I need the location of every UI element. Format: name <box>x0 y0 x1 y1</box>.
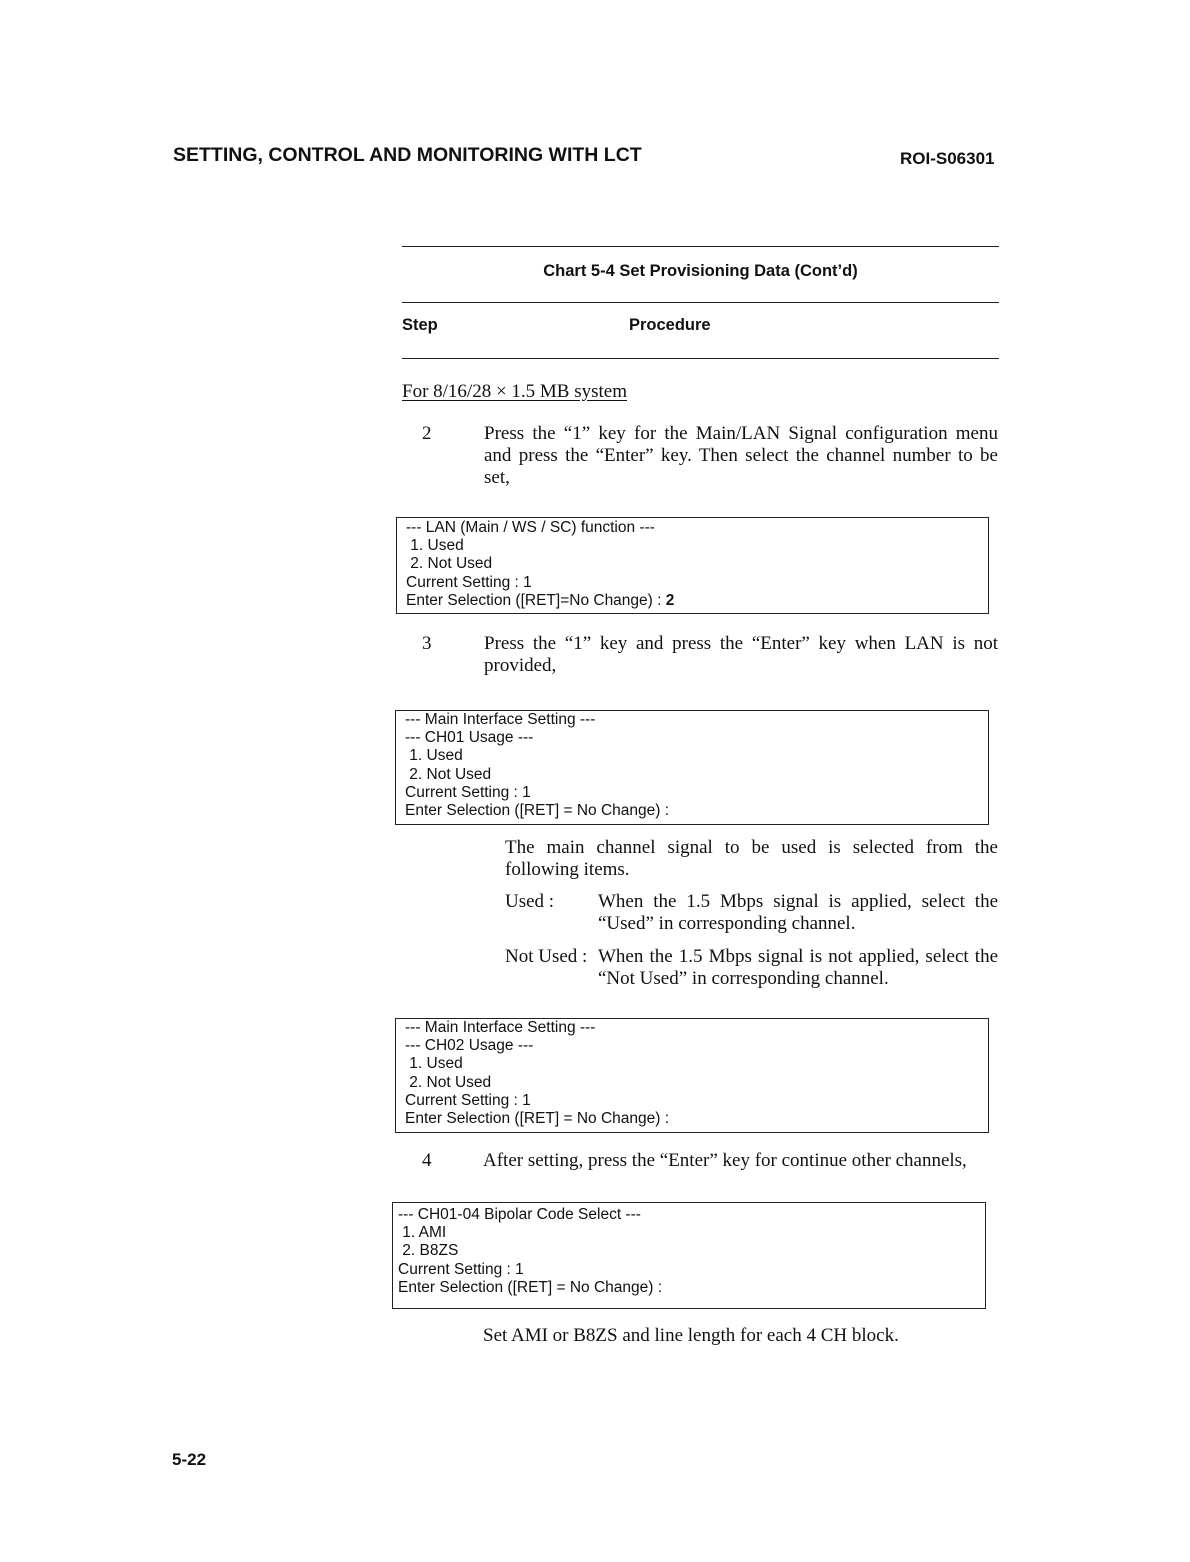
column-header-step: Step <box>402 316 438 334</box>
explanation-desc-not-used: When the 1.5 Mbps signal is not applied, select the “Not Used” in corresponding channel. <box>598 946 998 989</box>
step-text: Press the “1” key for the Main/LAN Signal configuration menu and press the “Enter” key. Then select the channel number to be set, <box>484 423 998 488</box>
screen-line: --- Main Interface Setting --- <box>405 1019 596 1036</box>
screen-line: --- Main Interface Setting --- <box>405 711 596 728</box>
system-heading: For 8/16/28 × 1.5 MB system <box>402 381 628 402</box>
screen-input-value: 2 <box>665 591 675 609</box>
screen-line: --- CH02 Usage --- <box>405 1037 534 1055</box>
explanation-intro: The main channel signal to be used is selected from the following items. <box>505 837 998 880</box>
explanation-term-used: Used : <box>505 891 555 912</box>
screen-line: --- CH01 Usage --- <box>405 729 534 747</box>
explanation-desc-used: When the 1.5 Mbps signal is applied, select the “Used” in corresponding channel. <box>598 891 998 934</box>
column-header-procedure: Procedure <box>629 316 711 334</box>
screen-line: Enter Selection ([RET] = No Change) : <box>398 1278 663 1296</box>
document-id: ROI-S06301 <box>900 149 995 168</box>
step-number: 2 <box>422 423 432 444</box>
header-rule <box>402 358 999 359</box>
screen-line: Enter Selection ([RET]=No Change) : <box>406 591 666 609</box>
screen-line: Current Setting : 1 <box>405 783 531 801</box>
screen-line: 2. Not Used <box>405 1073 492 1091</box>
screen-line: --- CH01-04 Bipolar Code Select --- <box>398 1206 641 1223</box>
step-number: 4 <box>422 1150 432 1171</box>
top-rule <box>402 246 999 247</box>
terminal-screen-lan-function <box>396 517 989 614</box>
final-note: Set AMI or B8ZS and line length for each 4 CH block. <box>483 1325 899 1346</box>
screen-line: 1. AMI <box>398 1224 447 1242</box>
screen-line: 1. Used <box>405 1055 463 1073</box>
screen-line: 1. Used <box>405 747 463 765</box>
screen-line: --- LAN (Main / WS / SC) function --- <box>406 519 655 536</box>
step-text: Press the “1” key and press the “Enter” key when LAN is not provided, <box>484 633 998 676</box>
page-header-title: SETTING, CONTROL AND MONITORING WITH LCT <box>173 144 642 166</box>
step-text: After setting, press the “Enter” key for continue other channels, <box>483 1150 967 1171</box>
screen-line: Current Setting : 1 <box>398 1260 524 1278</box>
screen-line: Current Setting : 1 <box>406 573 532 591</box>
screen-prompt-line <box>406 592 988 610</box>
step-number: 3 <box>422 633 432 654</box>
screen-line: Enter Selection ([RET] = No Change) : <box>405 1110 670 1128</box>
terminal-screen-bipolar-code <box>392 1202 986 1309</box>
screen-line: 1. Used <box>406 537 464 555</box>
page-number: 5-22 <box>172 1450 207 1469</box>
terminal-screen-ch02-usage <box>395 1018 989 1133</box>
terminal-screen-ch01-usage <box>395 710 989 825</box>
title-rule <box>402 302 999 303</box>
screen-line: 2. B8ZS <box>398 1242 459 1260</box>
chart-title: Chart 5-4 Set Provisioning Data (Cont’d) <box>543 262 858 280</box>
screen-line: Enter Selection ([RET] = No Change) : <box>405 802 670 820</box>
explanation-term-not-used: Not Used : <box>505 946 588 967</box>
screen-line: Current Setting : 1 <box>405 1091 531 1109</box>
screen-line: 2. Not Used <box>406 555 493 573</box>
screen-line: 2. Not Used <box>405 765 492 783</box>
